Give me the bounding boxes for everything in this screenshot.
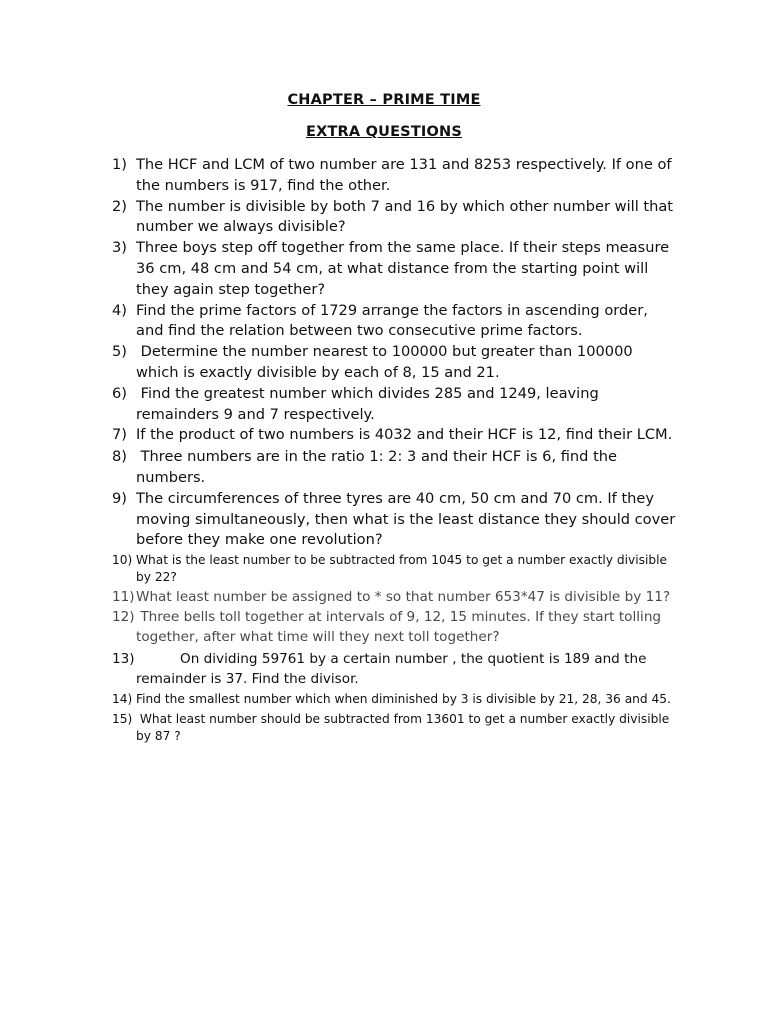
question-number: 5): [112, 343, 127, 361]
question-text: Three boys step off together from the same place. If their steps measure 36 cm, 48 cm and 54 cm, at what distance from the starting point will they again step together?: [136, 239, 670, 298]
question-item: [112, 155, 677, 197]
question-item: [112, 197, 677, 239]
question-number: 14): [112, 692, 133, 707]
question-item: [112, 238, 677, 300]
question-text: On dividing 59761 by a certain number , the quotient is 189 and the remainder is 37. Find the divisor.: [136, 651, 647, 687]
section-subtitle: EXTRA QUESTIONS: [305, 124, 463, 140]
question-text: Three numbers are in the ratio 1: 2: 3 and their HCF is 6, find the numbers.: [136, 448, 622, 486]
question-number: 11): [112, 588, 135, 605]
question-item: [112, 650, 677, 689]
question-text: Determine the number nearest to 100000 but greater than 100000 which is exactly divisible by each of 8, 15 and 21.: [136, 343, 638, 381]
question-text: Find the smallest number which when diminished by 3 is divisible by 21, 28, 36 and 45.: [136, 692, 671, 707]
question-item: [112, 691, 677, 708]
question-number: 13): [112, 651, 135, 668]
question-item: [112, 384, 677, 426]
question-number: 10): [112, 553, 133, 568]
question-text: Three bells toll together at intervals of 9, 12, 15 minutes. If they start tolling together, after what time will they next toll together?: [136, 609, 666, 645]
question-item: [112, 425, 677, 446]
question-number: 15): [112, 711, 133, 726]
question-number: 7): [112, 426, 127, 444]
question-number: 3): [112, 239, 127, 257]
question-text: The circumferences of three tyres are 40 cm, 50 cm and 70 cm. If they moving simultaneously, then what is the least distance they should cover before they make one revolution?: [136, 489, 676, 549]
question-number: 1): [112, 156, 127, 173]
question-text: What is the least number to be subtracted from 1045 to get a number exactly divisible by 22?: [136, 553, 667, 585]
question-list: [112, 155, 677, 745]
question-text: What least number be assigned to * so that number 653*47 is divisible by 11?: [136, 588, 671, 605]
question-text: Find the greatest number which divides 285 and 1249, leaving remainders 9 and 7 respectively.: [136, 384, 604, 423]
question-number: 6): [112, 384, 127, 402]
question-number: 8): [112, 448, 127, 466]
chapter-title: CHAPTER – PRIME TIME: [287, 92, 481, 108]
question-item: [112, 342, 677, 384]
question-item: [112, 552, 677, 587]
question-number: 9): [112, 489, 127, 507]
question-text: The HCF and LCM of two number are 131 and 8253 respectively. If one of the numbers is 917, find the other.: [136, 156, 672, 194]
question-item: [112, 588, 677, 608]
question-item: [112, 489, 677, 551]
question-text: Find the prime factors of 1729 arrange the factors in ascending order, and find the relation between two consecutive prime factors.: [136, 301, 648, 340]
question-number: 4): [112, 301, 127, 319]
question-text: The number is divisible by both 7 and 16 by which other number will that number we always divisible?: [136, 197, 674, 236]
question-item: [112, 301, 677, 343]
question-text: What least number should be subtracted from 13601 to get a number exactly divisible by 87 ?: [136, 711, 674, 743]
question-number: 12): [112, 609, 135, 626]
question-text: If the product of two numbers is 4032 and their HCF is 12, find their LCM.: [136, 426, 673, 444]
question-item: [112, 447, 677, 489]
question-number: 2): [112, 197, 127, 215]
question-item: [112, 711, 677, 746]
question-item: [112, 608, 677, 647]
